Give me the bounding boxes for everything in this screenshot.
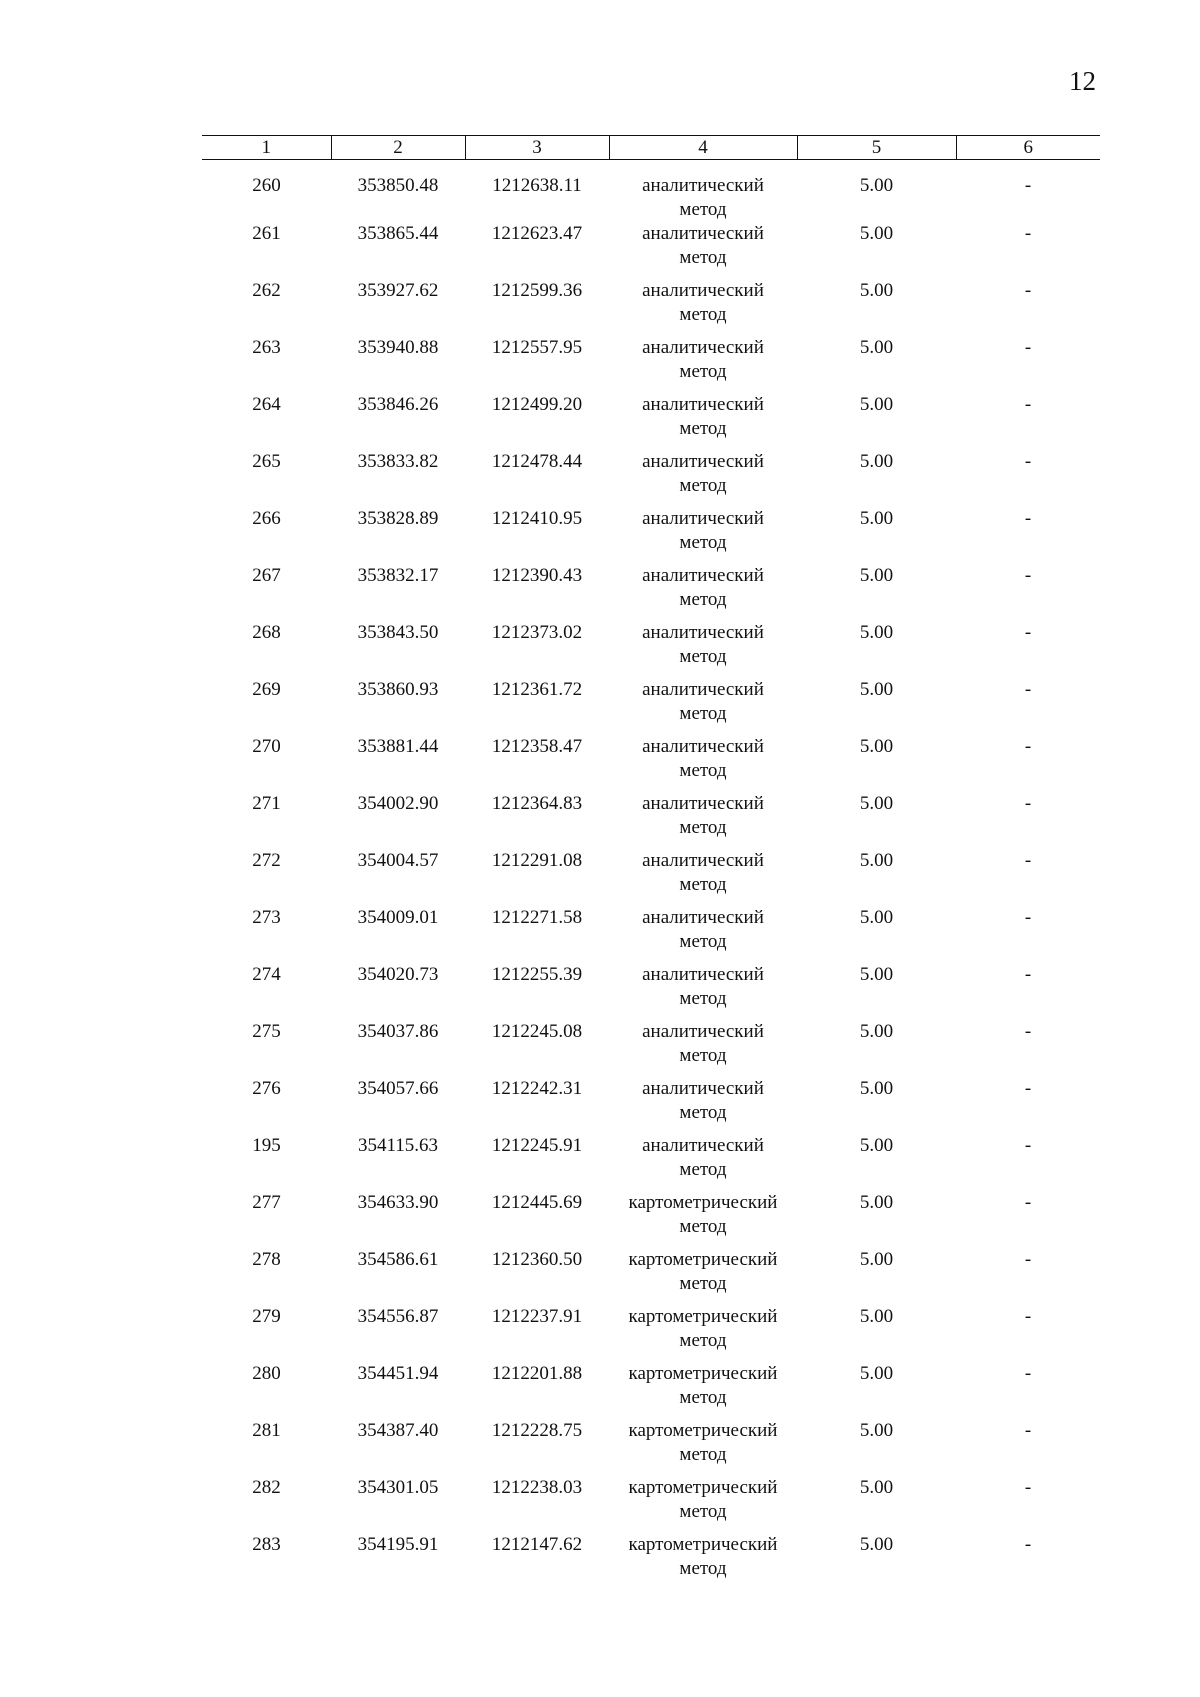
table-row xyxy=(202,222,1100,279)
note-cell: - xyxy=(1024,1534,1032,1555)
note-cell: - xyxy=(1024,1363,1032,1384)
x-coordinate-cell: 353832.17 xyxy=(357,565,439,586)
accuracy-cell: 5.00 xyxy=(859,1249,894,1270)
method-suffix: метод xyxy=(679,1387,727,1408)
x-coordinate-cell: 354556.87 xyxy=(357,1306,439,1327)
method-suffix: метод xyxy=(679,760,727,781)
note-cell: - xyxy=(1024,1420,1032,1441)
y-coordinate-cell: 1212238.03 xyxy=(491,1477,583,1498)
accuracy-cell: 5.00 xyxy=(859,1420,894,1441)
note-cell: - xyxy=(1024,1192,1032,1213)
note-cell: - xyxy=(1024,175,1032,196)
x-coordinate-cell: 354387.40 xyxy=(357,1420,439,1441)
y-coordinate-cell: 1212557.95 xyxy=(491,337,583,358)
accuracy-cell: 5.00 xyxy=(859,1477,894,1498)
note-cell: - xyxy=(1024,394,1032,415)
column-header-3: 3 xyxy=(465,136,609,160)
table-row xyxy=(202,1419,1100,1476)
method-suffix: метод xyxy=(679,1558,727,1579)
table-row xyxy=(202,1362,1100,1419)
y-coordinate-cell: 1212410.95 xyxy=(491,508,583,529)
y-coordinate-cell: 1212623.47 xyxy=(491,223,583,244)
table-row xyxy=(202,1134,1100,1191)
method-name: аналитический xyxy=(642,451,764,472)
method-suffix: метод xyxy=(679,817,727,838)
method-suffix: метод xyxy=(679,988,727,1009)
method-name: аналитический xyxy=(642,850,764,871)
accuracy-cell: 5.00 xyxy=(859,964,894,985)
point-number-cell: 269 xyxy=(252,679,281,700)
accuracy-cell: 5.00 xyxy=(859,850,894,871)
table-row xyxy=(202,160,1100,223)
x-coordinate-cell: 353927.62 xyxy=(357,280,439,301)
point-number-cell: 274 xyxy=(252,964,281,985)
method-name: аналитический xyxy=(642,394,764,415)
method-name: картометрический xyxy=(628,1192,778,1213)
y-coordinate-cell: 1212291.08 xyxy=(491,850,583,871)
accuracy-cell: 5.00 xyxy=(859,679,894,700)
method-cell xyxy=(609,564,797,621)
method-name: картометрический xyxy=(628,1306,778,1327)
method-cell xyxy=(609,336,797,393)
x-coordinate-cell: 354037.86 xyxy=(357,1021,439,1042)
table-row xyxy=(202,564,1100,621)
y-coordinate-cell: 1212360.50 xyxy=(491,1249,583,1270)
point-number-cell: 262 xyxy=(252,280,281,301)
note-cell: - xyxy=(1024,736,1032,757)
y-coordinate-cell: 1212364.83 xyxy=(491,793,583,814)
method-suffix: метод xyxy=(679,874,727,895)
table-row xyxy=(202,1191,1100,1248)
accuracy-cell: 5.00 xyxy=(859,280,894,301)
y-coordinate-cell: 1212373.02 xyxy=(491,622,583,643)
method-cell xyxy=(609,849,797,906)
table-row xyxy=(202,1476,1100,1533)
point-number-cell: 268 xyxy=(252,622,281,643)
x-coordinate-cell: 353940.88 xyxy=(357,337,439,358)
point-number-cell: 270 xyxy=(252,736,281,757)
method-name: аналитический xyxy=(642,1078,764,1099)
method-cell xyxy=(609,678,797,735)
x-coordinate-cell: 354451.94 xyxy=(357,1363,439,1384)
accuracy-cell: 5.00 xyxy=(859,565,894,586)
note-cell: - xyxy=(1024,850,1032,871)
x-coordinate-cell: 353865.44 xyxy=(357,223,439,244)
point-number-cell: 275 xyxy=(252,1021,281,1042)
method-cell xyxy=(609,279,797,336)
table-row xyxy=(202,906,1100,963)
method-cell xyxy=(609,160,797,223)
method-suffix: метод xyxy=(679,703,727,724)
y-coordinate-cell: 1212201.88 xyxy=(491,1363,583,1384)
y-coordinate-cell: 1212242.31 xyxy=(491,1078,583,1099)
x-coordinate-cell: 354586.61 xyxy=(357,1249,439,1270)
table-body xyxy=(202,160,1100,1591)
y-coordinate-cell: 1212237.91 xyxy=(491,1306,583,1327)
method-name: аналитический xyxy=(642,793,764,814)
column-header-1: 1 xyxy=(202,136,331,160)
table-row xyxy=(202,1077,1100,1134)
note-cell: - xyxy=(1024,1021,1032,1042)
table-row xyxy=(202,1305,1100,1362)
table-row xyxy=(202,735,1100,792)
accuracy-cell: 5.00 xyxy=(859,622,894,643)
point-number-cell: 279 xyxy=(252,1306,281,1327)
method-suffix: метод xyxy=(679,361,727,382)
point-number-cell: 261 xyxy=(252,223,281,244)
x-coordinate-cell: 354633.90 xyxy=(357,1192,439,1213)
method-suffix: метод xyxy=(679,1501,727,1522)
y-coordinate-cell: 1212390.43 xyxy=(491,565,583,586)
method-name: картометрический xyxy=(628,1534,778,1555)
method-suffix: метод xyxy=(679,1216,727,1237)
note-cell: - xyxy=(1024,280,1032,301)
point-number-cell: 265 xyxy=(252,451,281,472)
point-number-cell: 266 xyxy=(252,508,281,529)
table-row xyxy=(202,963,1100,1020)
method-name: аналитический xyxy=(642,175,764,196)
accuracy-cell: 5.00 xyxy=(859,337,894,358)
x-coordinate-cell: 354301.05 xyxy=(357,1477,439,1498)
y-coordinate-cell: 1212228.75 xyxy=(491,1420,583,1441)
x-coordinate-cell: 354009.01 xyxy=(357,907,439,928)
column-header-2: 2 xyxy=(331,136,465,160)
point-number-cell: 277 xyxy=(252,1192,281,1213)
method-cell xyxy=(609,963,797,1020)
point-number-cell: 282 xyxy=(252,1477,281,1498)
table-row xyxy=(202,336,1100,393)
accuracy-cell: 5.00 xyxy=(859,1306,894,1327)
note-cell: - xyxy=(1024,337,1032,358)
y-coordinate-cell: 1212445.69 xyxy=(491,1192,583,1213)
point-number-cell: 264 xyxy=(252,394,281,415)
accuracy-cell: 5.00 xyxy=(859,1363,894,1384)
method-cell xyxy=(609,1191,797,1248)
note-cell: - xyxy=(1024,1135,1032,1156)
method-name: картометрический xyxy=(628,1363,778,1384)
method-suffix: метод xyxy=(679,1273,727,1294)
method-cell xyxy=(609,621,797,678)
column-header-6: 6 xyxy=(956,136,1100,160)
method-suffix: метод xyxy=(679,247,727,268)
y-coordinate-cell: 1212638.11 xyxy=(492,175,582,196)
method-name: аналитический xyxy=(642,679,764,700)
method-cell xyxy=(609,1134,797,1191)
method-cell xyxy=(609,1476,797,1533)
method-suffix: метод xyxy=(679,1159,727,1180)
accuracy-cell: 5.00 xyxy=(859,907,894,928)
point-number-cell: 281 xyxy=(252,1420,281,1441)
note-cell: - xyxy=(1024,907,1032,928)
accuracy-cell: 5.00 xyxy=(859,1534,894,1555)
point-number-cell: 283 xyxy=(252,1534,281,1555)
accuracy-cell: 5.00 xyxy=(859,1135,894,1156)
method-suffix: метод xyxy=(679,1102,727,1123)
method-cell xyxy=(609,1362,797,1419)
note-cell: - xyxy=(1024,622,1032,643)
x-coordinate-cell: 353833.82 xyxy=(357,451,439,472)
x-coordinate-cell: 353850.48 xyxy=(357,175,439,196)
method-cell xyxy=(609,906,797,963)
y-coordinate-cell: 1212361.72 xyxy=(491,679,583,700)
method-suffix: метод xyxy=(679,304,727,325)
method-cell xyxy=(609,393,797,450)
y-coordinate-cell: 1212245.08 xyxy=(491,1021,583,1042)
method-name: аналитический xyxy=(642,622,764,643)
method-cell xyxy=(609,792,797,849)
x-coordinate-cell: 353860.93 xyxy=(357,679,439,700)
table-row xyxy=(202,1248,1100,1305)
note-cell: - xyxy=(1024,451,1032,472)
method-cell xyxy=(609,1248,797,1305)
table-header-row xyxy=(202,136,1100,160)
y-coordinate-cell: 1212245.91 xyxy=(491,1135,583,1156)
method-suffix: метод xyxy=(679,418,727,439)
table-row xyxy=(202,450,1100,507)
method-cell xyxy=(609,507,797,564)
accuracy-cell: 5.00 xyxy=(859,223,894,244)
method-suffix: метод xyxy=(679,1330,727,1351)
x-coordinate-cell: 354020.73 xyxy=(357,964,439,985)
point-number-cell: 260 xyxy=(252,175,281,196)
note-cell: - xyxy=(1024,1306,1032,1327)
y-coordinate-cell: 1212478.44 xyxy=(491,451,583,472)
y-coordinate-cell: 1212271.58 xyxy=(491,907,583,928)
method-suffix: метод xyxy=(679,1045,727,1066)
x-coordinate-cell: 354195.91 xyxy=(357,1534,439,1555)
note-cell: - xyxy=(1024,679,1032,700)
method-cell xyxy=(609,1020,797,1077)
accuracy-cell: 5.00 xyxy=(859,736,894,757)
column-header-4: 4 xyxy=(609,136,797,160)
method-suffix: метод xyxy=(679,1444,727,1465)
note-cell: - xyxy=(1024,1477,1032,1498)
y-coordinate-cell: 1212147.62 xyxy=(491,1534,583,1555)
method-name: аналитический xyxy=(642,337,764,358)
method-name: аналитический xyxy=(642,280,764,301)
x-coordinate-cell: 353881.44 xyxy=(357,736,439,757)
point-number-cell: 267 xyxy=(252,565,281,586)
method-name: аналитический xyxy=(642,223,764,244)
method-cell xyxy=(609,735,797,792)
method-name: картометрический xyxy=(628,1477,778,1498)
table-row xyxy=(202,279,1100,336)
table-row xyxy=(202,1533,1100,1590)
x-coordinate-cell: 354004.57 xyxy=(357,850,439,871)
y-coordinate-cell: 1212499.20 xyxy=(491,394,583,415)
accuracy-cell: 5.00 xyxy=(859,1192,894,1213)
point-number-cell: 278 xyxy=(252,1249,281,1270)
method-name: аналитический xyxy=(642,736,764,757)
point-number-cell: 195 xyxy=(252,1135,281,1156)
method-suffix: метод xyxy=(679,199,727,220)
table-row xyxy=(202,849,1100,906)
method-name: картометрический xyxy=(628,1249,778,1270)
note-cell: - xyxy=(1024,223,1032,244)
column-header-5: 5 xyxy=(797,136,956,160)
method-cell xyxy=(609,1077,797,1134)
method-name: аналитический xyxy=(642,1021,764,1042)
method-name: аналитический xyxy=(642,964,764,985)
accuracy-cell: 5.00 xyxy=(859,508,894,529)
accuracy-cell: 5.00 xyxy=(859,1021,894,1042)
method-cell xyxy=(609,450,797,507)
x-coordinate-cell: 353843.50 xyxy=(357,622,439,643)
point-number-cell: 263 xyxy=(252,337,281,358)
method-cell xyxy=(609,1419,797,1476)
method-suffix: метод xyxy=(679,646,727,667)
point-number-cell: 272 xyxy=(252,850,281,871)
method-cell xyxy=(609,1533,797,1590)
accuracy-cell: 5.00 xyxy=(859,394,894,415)
table-row xyxy=(202,393,1100,450)
method-name: картометрический xyxy=(628,1420,778,1441)
page-number: 12 xyxy=(1069,66,1096,96)
method-name: аналитический xyxy=(642,508,764,529)
method-name: аналитический xyxy=(642,565,764,586)
note-cell: - xyxy=(1024,1249,1032,1270)
method-name: аналитический xyxy=(642,1135,764,1156)
point-number-cell: 271 xyxy=(252,793,281,814)
coordinates-table xyxy=(202,135,1100,1590)
coordinates-table-container xyxy=(202,135,1100,1590)
table-row xyxy=(202,678,1100,735)
table-row xyxy=(202,621,1100,678)
note-cell: - xyxy=(1024,508,1032,529)
method-suffix: метод xyxy=(679,931,727,952)
x-coordinate-cell: 354115.63 xyxy=(357,1135,439,1156)
note-cell: - xyxy=(1024,565,1032,586)
accuracy-cell: 5.00 xyxy=(859,1078,894,1099)
x-coordinate-cell: 354002.90 xyxy=(357,793,439,814)
note-cell: - xyxy=(1024,793,1032,814)
note-cell: - xyxy=(1024,1078,1032,1099)
y-coordinate-cell: 1212255.39 xyxy=(491,964,583,985)
method-suffix: метод xyxy=(679,532,727,553)
table-row xyxy=(202,1020,1100,1077)
method-suffix: метод xyxy=(679,475,727,496)
method-cell xyxy=(609,1305,797,1362)
point-number-cell: 273 xyxy=(252,907,281,928)
table-row xyxy=(202,792,1100,849)
method-suffix: метод xyxy=(679,589,727,610)
x-coordinate-cell: 354057.66 xyxy=(357,1078,439,1099)
accuracy-cell: 5.00 xyxy=(859,793,894,814)
point-number-cell: 276 xyxy=(252,1078,281,1099)
accuracy-cell: 5.00 xyxy=(859,451,894,472)
table-row xyxy=(202,507,1100,564)
x-coordinate-cell: 353828.89 xyxy=(357,508,439,529)
method-cell xyxy=(609,222,797,279)
accuracy-cell: 5.00 xyxy=(859,175,894,196)
y-coordinate-cell: 1212358.47 xyxy=(491,736,583,757)
x-coordinate-cell: 353846.26 xyxy=(357,394,439,415)
y-coordinate-cell: 1212599.36 xyxy=(491,280,583,301)
point-number-cell: 280 xyxy=(252,1363,281,1384)
note-cell: - xyxy=(1024,964,1032,985)
method-name: аналитический xyxy=(642,907,764,928)
